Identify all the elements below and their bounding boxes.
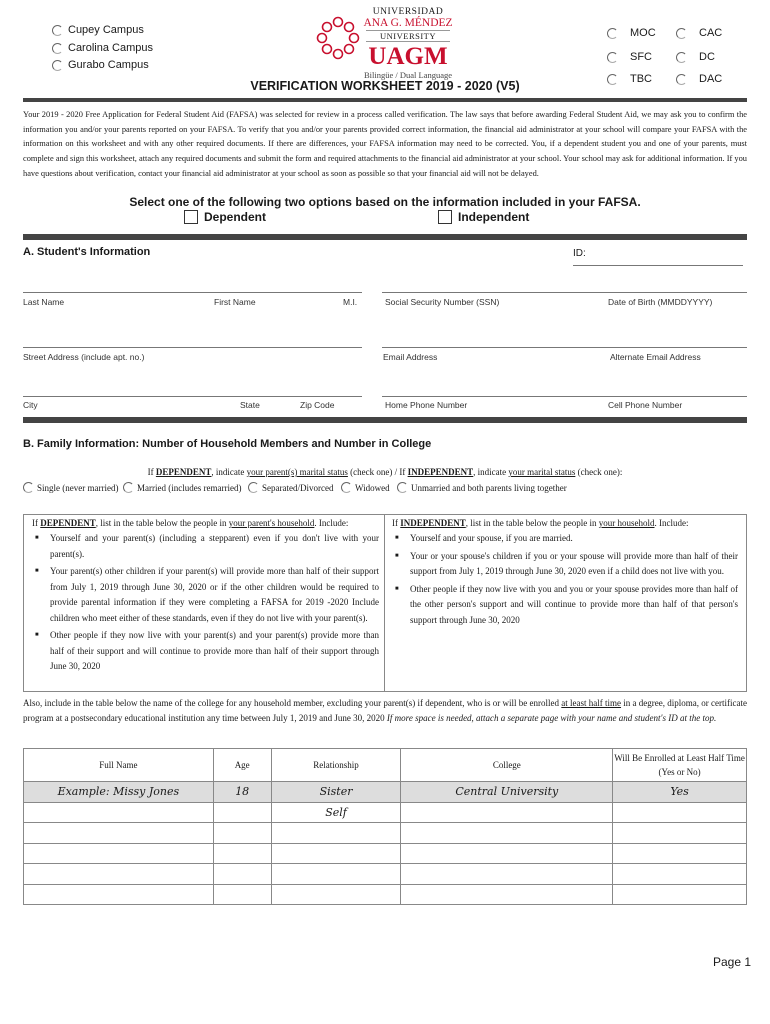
list-item: ■ Other people if they now live with you and you or your spouse provides more than half of the other person's support and will continue to provide more than half of that person's support through June 30, 2020: [392, 582, 738, 629]
id-field[interactable]: [573, 265, 743, 266]
city-label: City: [23, 400, 38, 410]
logo-emblem-icon: [316, 16, 360, 60]
mi-label: M.I.: [343, 297, 358, 307]
radio-icon[interactable]: [248, 482, 259, 493]
marital-option-separated[interactable]: Separated/Divorced: [248, 482, 333, 493]
home-phone-label: Home Phone Number: [385, 400, 468, 410]
page-number: Page 1: [713, 955, 752, 969]
campus-option-gurabo[interactable]: Gurabo Campus: [52, 59, 149, 71]
section-b-title: B. Family Information: Number of Household Members and Number in College: [23, 438, 432, 450]
radio-icon[interactable]: [123, 482, 134, 493]
cell-phone-label: Cell Phone Number: [608, 400, 683, 410]
radio-icon[interactable]: [607, 28, 618, 39]
street-field-line[interactable]: [23, 347, 362, 348]
street-label: Street Address (include apt. no.): [23, 352, 145, 362]
section-a-rule: [23, 234, 747, 240]
email-field-line[interactable]: [382, 347, 747, 348]
radio-icon[interactable]: [676, 28, 687, 39]
site-option-cac[interactable]: CAC: [676, 27, 722, 39]
intro-paragraph: Your 2019 - 2020 Free Application for Federal Student Aid (FAFSA) was selected for review in a process called verification. The law says that before awarding Federal Student Aid, we may ask you to confirm the information you and/or your parents reported on your FAFSA. To verify that you and/or your parents provided correct information, the financial aid administrator at your school will compare your FAFSA with the information on this worksheet and with any other required documents. If there are differences, your FAFSA information may need to be corrected. You, if a dependent student you and one of your parents, must complete and sign this worksheet, attach any required documents and submit the form and required attachments to the financial aid administrator at your school. Your school may ask for additional information. If you have questions about verification, contact your financial aid administrator at your school as soon as possible so that your financial aid will not be delayed.: [23, 110, 747, 178]
section-a-title: A. Student's Information: [23, 246, 151, 258]
marital-prompt: If DEPENDENT, indicate your parent(s) marital status (check one) / If INDEPENDENT, indicate your marital status (check one):: [147, 467, 623, 477]
checkbox-icon[interactable]: [438, 210, 452, 224]
campus-option-cupey[interactable]: Cupey Campus: [52, 24, 144, 36]
household-table: [23, 748, 747, 905]
marital-option-single[interactable]: Single (never married): [23, 482, 118, 493]
name-field-line[interactable]: [23, 292, 362, 293]
table-row: [24, 843, 747, 864]
email-label: Email Address: [383, 352, 438, 362]
table-row: Self: [24, 802, 747, 823]
logo-wordmark: UNIVERSIDAD ANA G. MÉNDEZ UNIVERSITY UAGM Bilingüe / Dual Language: [363, 7, 453, 80]
table-row: [24, 864, 747, 885]
site-option-moc[interactable]: MOC: [607, 27, 656, 39]
col-header-full-name: Full Name: [24, 749, 214, 782]
dependent-option[interactable]: Dependent: [184, 210, 266, 224]
campus-option-carolina[interactable]: Carolina Campus: [52, 42, 153, 54]
independent-instructions-box: If INDEPENDENT, list in the table below the people in your household. Include: ■ Yourself and your spouse, if you are married. ■ Your or your spouse's children if you or your spouse will provide more than half of their support from July 1, 2019 through June 30, 2020 even if a child does not live with you. ■ Other people if they now live with you and you or your spouse provides more than half of the other person's support and will continue to provide more than half of that person's support through June 30, 2020: [385, 514, 747, 692]
list-item: ■ Your parent(s) other children if your parent(s) will provide more than half of their support from July 1, 2019 through June 30, 2020 or if the other children would be required to provide parental information if they were completing a FAFSA for 2019 -2020 Include children who meet either of these standards, even if they do not live with your parent(s).: [32, 564, 379, 626]
list-item: ■ Yourself and your spouse, if you are married.: [392, 531, 738, 547]
last-name-label: Last Name: [23, 297, 65, 307]
radio-icon[interactable]: [52, 60, 63, 71]
radio-icon[interactable]: [341, 482, 352, 493]
site-option-tbc[interactable]: TBC: [607, 73, 652, 85]
list-item: ■ Yourself and your parent(s) (including a stepparent) even if you don't live with your parent(s).: [32, 531, 379, 562]
marital-option-widowed[interactable]: Widowed: [341, 482, 390, 493]
site-option-dc[interactable]: DC: [676, 51, 715, 63]
site-option-sfc[interactable]: SFC: [607, 51, 652, 63]
table-header-row: [24, 749, 747, 782]
radio-icon[interactable]: [397, 482, 408, 493]
page-title: VERIFICATION WORKSHEET 2019 - 2020 (V5): [250, 79, 520, 93]
dob-label: Date of Birth (MMDDYYYY): [608, 297, 713, 307]
list-item: ■ Other people if they now live with your parent(s) and your parent(s) provide more than half of their support and will continue to provide more than half of their support through June 30, 2020: [32, 628, 379, 675]
col-header-age: Age: [213, 749, 271, 782]
first-name-label: First Name: [214, 297, 256, 307]
table-row: [24, 823, 747, 844]
marital-option-unmarried-both[interactable]: Unmarried and both parents living together: [397, 482, 567, 493]
radio-icon[interactable]: [52, 43, 63, 54]
city-field-line[interactable]: [23, 396, 362, 397]
col-header-college: College: [401, 749, 613, 782]
radio-icon[interactable]: [23, 482, 34, 493]
col-header-relationship: Relationship: [271, 749, 401, 782]
alt-email-label: Alternate Email Address: [610, 352, 701, 362]
list-item: ■ Your or your spouse's children if you or your spouse will provide more than half of their support from July 1, 2019 through June 30, 2020 even if a child does not live with you.: [392, 549, 738, 580]
marital-option-married[interactable]: Married (includes remarried): [123, 482, 241, 493]
dependent-instructions-box: If DEPENDENT, list in the table below the people in your parent's household. Include: ■ Yourself and your parent(s) (including a stepparent) even if you don't live with your parent(s). ■ Your parent(s) other children if your parent(s) will provide more than half of their support from July 1, 2019 through June 30, 2020 or if the other children would be required to provide parental information if they were completing a FAFSA for 2019 -2020 Include children who meet either of these standards, even if they do not live with your parent(s). ■ Other people if they now live with your parent(s) and your parent(s) provide more than half of their support and will continue to provide more than half of their support through June 30, 2020: [23, 514, 385, 692]
col-header-half-time: Will Be Enrolled at Least Half Time (Yes or No): [613, 749, 747, 782]
radio-icon[interactable]: [676, 52, 687, 63]
state-label: State: [240, 400, 260, 410]
table-row: Example: Missy Jones 18 Sister Central University Yes: [24, 782, 747, 803]
independent-option[interactable]: Independent: [438, 210, 529, 224]
radio-icon[interactable]: [52, 25, 63, 36]
phone-field-line[interactable]: [382, 396, 747, 397]
zip-label: Zip Code: [300, 400, 335, 410]
checkbox-icon[interactable]: [184, 210, 198, 224]
section-b-rule: [23, 417, 747, 423]
college-instructions: Also, include in the table below the name of the college for any household member, excluding your parent(s) if dependent, who is or will be enrolled at least half time in a degree, diploma, or certificate program at a postsecondary educational institution any time between July 1, 2019 and June 30, 2020 If more space is needed, attach a separate page with your name and student's ID at the top.: [23, 698, 747, 723]
id-label: ID:: [573, 248, 586, 259]
ssn-label: Social Security Number (SSN): [385, 297, 500, 307]
ssn-dob-field-line[interactable]: [382, 292, 747, 293]
table-row: [24, 884, 747, 905]
title-rule: [23, 98, 747, 102]
option-prompt: Select one of the following two options based on the information included in your FAFSA.: [129, 195, 641, 209]
site-option-dac[interactable]: DAC: [676, 73, 722, 85]
radio-icon[interactable]: [607, 52, 618, 63]
